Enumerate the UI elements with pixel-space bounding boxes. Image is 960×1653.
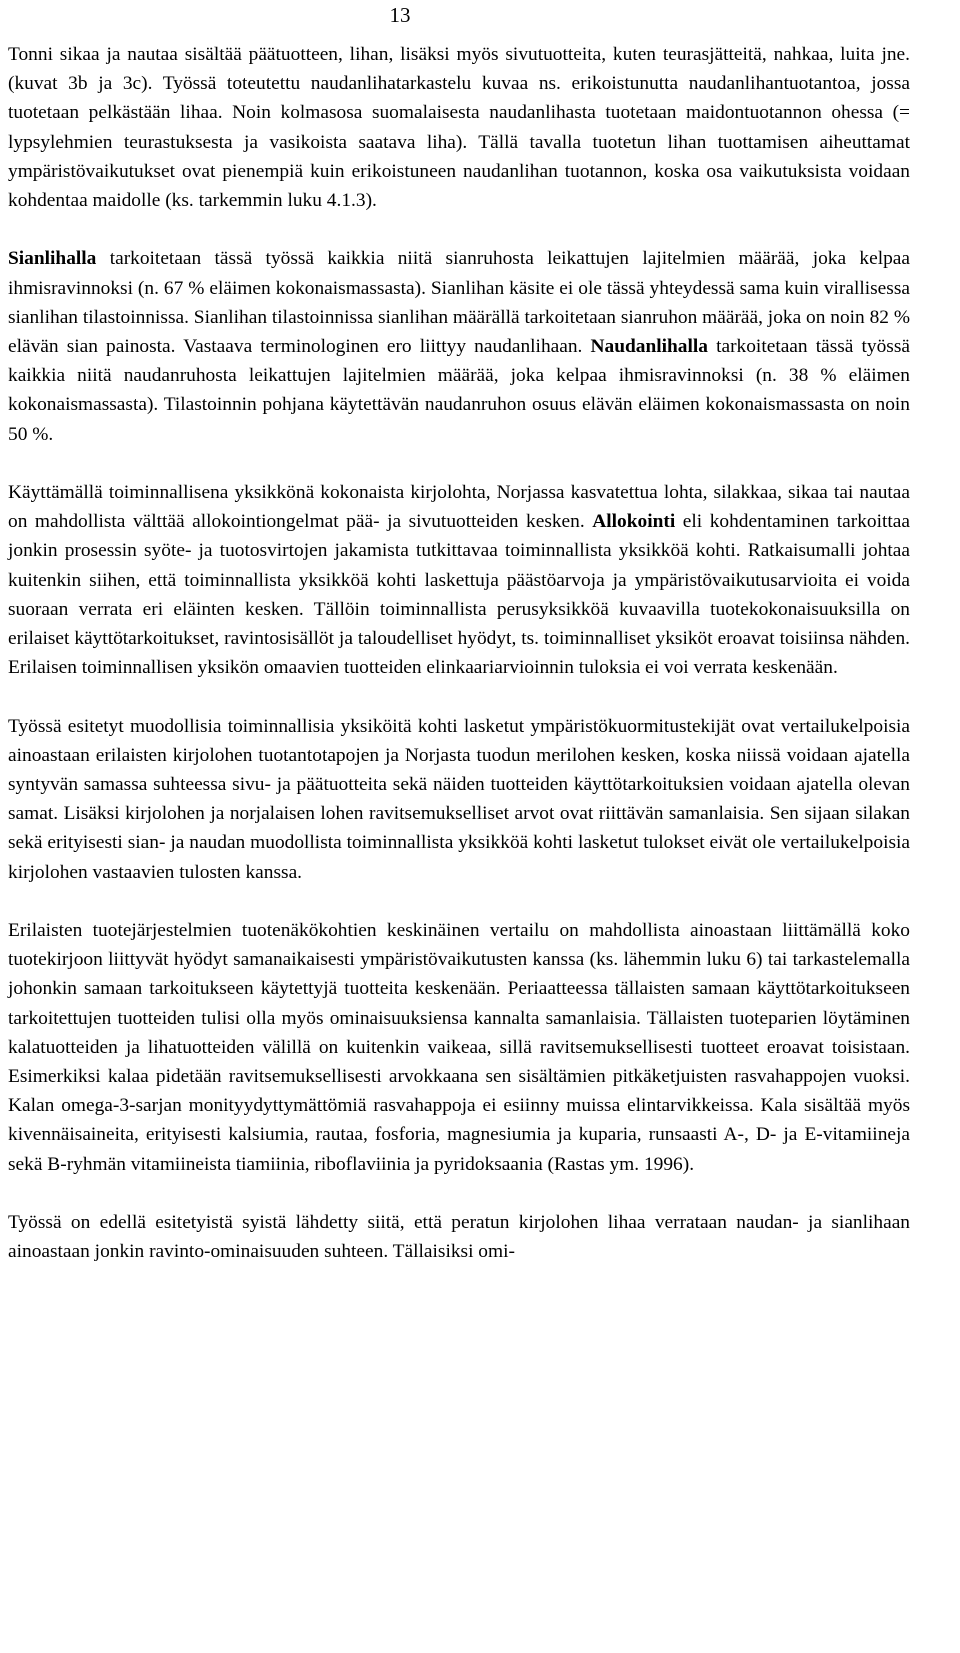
paragraph-4 bbox=[8, 712, 910, 887]
paragraph-5 bbox=[8, 916, 910, 1179]
paragraph-text: Työssä esitetyt muodollisia toiminnallisia yksiköitä kohti lasketut ympäristökuormitustekijät ovat vertailukelpoisia ainoastaan erilaisten kirjolohen tuotantotapojen ja Norjasta tuodun merilohen kesken, koska niissä voidaan ajatella syntyvän samassa suhteessa sivu- ja päätuotteita sekä näiden tuotteiden käyttötarkoituksien voidaan ajatella olevan samat. Lisäksi kirjolohen ja norjalaisen lohen ravitsemukselliset arvot ovat riittävän samanlaisia. Sen sijaan silakan sekä erityisesti sian- ja naudan muodollista toiminnallista yksikköä kohti lasketut tulokset eivät ole vertailukelpoisia kirjolohen vastaavien tulosten kanssa. bbox=[8, 715, 910, 883]
body-text bbox=[8, 40, 910, 1266]
paragraph-text: Tonni sikaa ja nautaa sisältää päätuotteen, lihan, lisäksi myös sivutuotteita, kuten teurasjätteitä, nahkaa, luita jne. (kuvat 3b ja 3c). Työssä toteutettu naudanlihatarkastelu kuvaa ns. erikoistunutta naudanlihantuotantoa, jossa tuotetaan pelkästään lihaa. Noin kolmasosa suomalaisesta naudanlihasta tuotetaan maidontuotannon ohessa (= lypsylehmien teurastuksesta ja vasikoista saatava liha). Tällä tavalla tuotetun lihan tuottamisen aiheuttamat ympäristövaikutukset ovat pienempiä kuin erikoistuneen naudanlihan tuotannon, koska osa vaikutuksista voidaan kohdentaa maidolle (ks. tarkemmin luku 4.1.3). bbox=[8, 44, 910, 212]
paragraph-3 bbox=[8, 478, 910, 682]
term-sianlihalla: Sianlihalla bbox=[8, 248, 97, 270]
page-number: 13 bbox=[389, 3, 411, 27]
paragraph-1 bbox=[8, 40, 910, 215]
paragraph-text: eli kohdentaminen tarkoittaa jonkin prosessin syöte- ja tuotosvirtojen jakamista tutkittavaa toiminnallista yksikköä kohti. Ratkaisumalli johtaa kuitenkin siihen, että toiminnallista yksikköä kohti laskettuja päästöarvoja ja ympäristövaikutusarvioita ei voida suoraan verrata eri eläinten kesken. Tällöin toiminnallista perusyksikköä kuvaavilla tuotekokonaisuuksilla on erilaiset käyttötarkoitukset, ravintosisällöt ja taloudelliset hyödyt, ts. toiminnalliset yksiköt eroavat toisiinsa nähden. Erilaisen toiminnallisen yksikön omaavien tuotteiden elinkaariarvioinnin tuloksia ei voi verrata keskenään. bbox=[8, 511, 910, 679]
paragraph-text: Erilaisten tuotejärjestelmien tuotenäkökohtien keskinäinen vertailu on mahdollista ainoastaan liittämällä koko tuotekirjoon liittyvät hyödyt samanaikaisesti ympäristövaikutusten kanssa (ks. lähemmin luku 6) tai tarkastelemalla johonkin samaan tarkoitukseen käytettyjä tuotteita keskenään. Periaatteessa tällaisten samaan käyttötarkoitukseen tarkoitettujen tuotteiden tulisi olla myös ominaisuuksiensa kannalta samanlaisia. Tällaisten tuoteparien löytäminen kalatuotteiden ja lihatuotteiden välillä on kuitenkin vaikeaa, sillä ravitsemuksellisesti tuotteet eroavat toisistaan. Esimerkiksi kalaa pidetään ravitsemuksellisesti arvokkaana sen sisältämien pitkäketjuisten rasvahappojen vuoksi. Kalan omega-3-sarjan monityydyttymättömiä rasvahappoja ei esiinny muissa elintarvikkeissa. Kala sisältää myös kivennäisaineita, erityisesti kalsiumia, rautaa, fosforia, magnesiumia ja kuparia, runsaasti A-, D- ja E-vitamiineja sekä B-ryhmän vitamiineista tiamiinia, riboflaviinia ja pyridoksaania (Rastas ym. 1996). bbox=[8, 920, 910, 1175]
paragraph-2 bbox=[8, 244, 910, 448]
paragraph-text: Käyttämällä toiminnallisena yksikkönä kokonaista kirjolohta, Norjassa kasvatettua lohta, silakkaa, sikaa tai nautaa on mahdollista välttää allokointiongelmat pää- ja sivutuotteiden kesken. bbox=[8, 482, 910, 533]
paragraph-text: tarkoitetaan tässä työssä kaikkia niitä sianruhosta leikattujen lajitelmien määrää, joka kelpaa ihmisravinnoksi (n. 67 % eläimen kokonaismassasta). Sianlihan käsite ei ole tässä yhteydessä sama kuin virallisessa sianlihan tilastoinnissa. Sianlihan tilastoinnissa sianlihan määrällä tarkoitetaan sianruhon määrää, joka on noin 82 % elävän sian painosta. Vastaava terminologinen ero liittyy naudanlihaan. bbox=[8, 248, 910, 358]
paragraph-6 bbox=[8, 1208, 910, 1266]
term-allokointi: Allokointi bbox=[592, 511, 676, 533]
paragraph-text: tarkoitetaan tässä työssä kaikkia niitä naudanruhosta leikattujen lajitelmien määrää, joka kelpaa ihmisravinnoksi (n. 38 % eläimen kokonaismassasta). Tilastoinnin pohjana käytettävän naudanruhon osuus elävän eläimen kokonaismassasta on noin 50 %. bbox=[8, 336, 910, 445]
paragraph-text: Työssä on edellä esitetyistä syistä lähdetty siitä, että peratun kirjolohen lihaa verrataan naudan- ja sianlihaan ainoastaan jonkin ravinto-ominaisuuden suhteen. Tällaisiksi omi- bbox=[8, 1212, 910, 1263]
term-naudanlihalla: Naudanlihalla bbox=[590, 336, 708, 358]
